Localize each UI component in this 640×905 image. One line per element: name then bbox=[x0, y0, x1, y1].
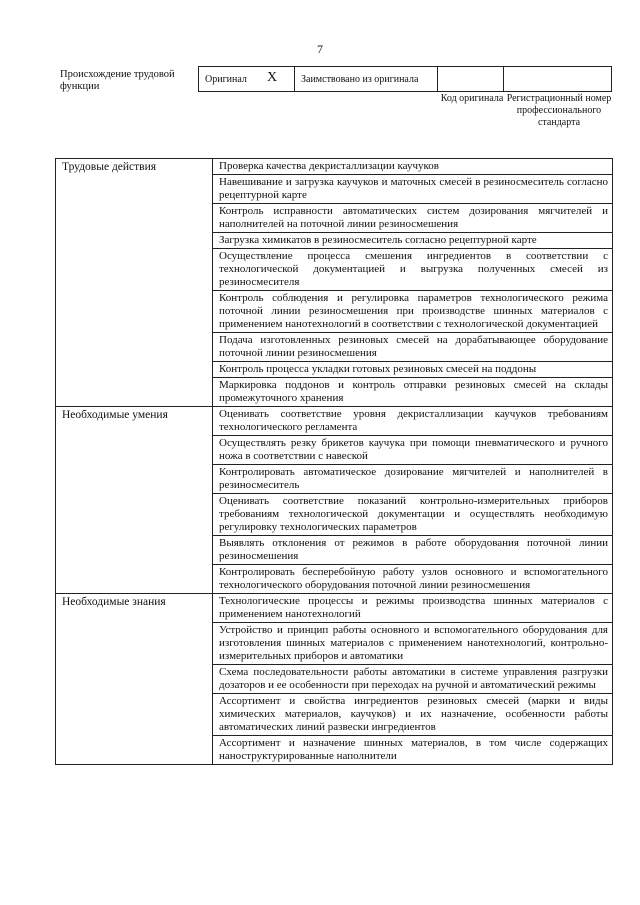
section-item: Маркировка поддонов и контроль отправки резиновых смесей на склады промежуточного хранения bbox=[213, 378, 613, 407]
reg-number-box bbox=[503, 66, 612, 92]
section-item: Оценивать соответствие уровня декристаллизации каучуков требованиям технологического регламента bbox=[213, 407, 613, 436]
section-item: Загрузка химикатов в резиносмеситель согласно рецептурной карте bbox=[213, 233, 613, 249]
section-item: Выявлять отклонения от режимов в работе оборудования поточной линии резиносмешения bbox=[213, 536, 613, 565]
section-item: Технологические процессы и режимы производства шинных материалов с применением нанотехнологий bbox=[213, 594, 613, 623]
section-item: Ассортимент и свойства ингредиентов резиновых смесей (марки и виды химических материалов, каучуков) и их назначение, особенности работы автоматических линий развески ингредиентов bbox=[213, 694, 613, 736]
section-title: Трудовые действия bbox=[56, 159, 213, 407]
section-item: Осуществление процесса смешения ингредиентов в соответствии с технологической документацией и выгрузка полученных смесей из резиносмесителя bbox=[213, 249, 613, 291]
section-item: Контролировать бесперебойную работу узлов основного и вспомогательного технологического оборудования поточной линии резиносмешения bbox=[213, 565, 613, 594]
borrowed-label: Заимствовано из оригинала bbox=[301, 74, 419, 85]
section-item: Схема последовательности работы автоматики в системе управления разгрузки дозаторов и ее особенности при переходах на ручной и автоматический режимы bbox=[213, 665, 613, 694]
section-item: Контроль соблюдения и регулировка параметров технологического режима поточной линии резиносмешения при производстве шинных материалов с применением нанотехнологий в соответствии с технологической документацией bbox=[213, 291, 613, 333]
table-row bbox=[56, 407, 613, 436]
section-item: Ассортимент и назначение шинных материалов, в том числе содержащих наноструктурированные наполнители bbox=[213, 736, 613, 765]
code-box bbox=[437, 66, 504, 92]
section-title: Необходимые умения bbox=[56, 407, 213, 594]
borrowed-box bbox=[294, 66, 438, 92]
table-row bbox=[56, 159, 613, 175]
section-item: Устройство и принцип работы основного и вспомогательного оборудования для изготовления шинных материалов с применением нанотехнологий, контрольно-измерительных приборов и автоматики bbox=[213, 623, 613, 665]
section-item: Осуществлять резку брикетов каучука при помощи пневматического и ручного ножа в соответствии с навеской bbox=[213, 436, 613, 465]
function-table bbox=[55, 158, 613, 765]
table-row bbox=[56, 594, 613, 623]
section-title: Необходимые знания bbox=[56, 594, 213, 765]
original-box bbox=[198, 66, 295, 92]
section-item: Навешивание и загрузка каучуков и маточных смесей в резиносмеситель согласно рецептурной карте bbox=[213, 175, 613, 204]
section-item: Подача изготовленных резиновых смесей на дорабатывающее оборудование поточной линии резиносмешения bbox=[213, 333, 613, 362]
section-item: Контроль исправности автоматических систем дозирования мягчителей и наполнителей на поточной линии резиносмешения bbox=[213, 204, 613, 233]
original-mark: X bbox=[267, 70, 278, 85]
section-item: Оценивать соответствие показаний контрольно-измерительных приборов требованиям технологической документации и осуществлять необходимую регулировку технологических параметров bbox=[213, 494, 613, 536]
code-caption: Код оригинала bbox=[440, 93, 504, 104]
original-label: Оригинал bbox=[205, 74, 247, 85]
origin-label: Происхождение трудовой функции bbox=[60, 69, 175, 92]
section-item: Контролировать автоматическое дозирование мягчителей и наполнителей в резиносмеситель bbox=[213, 465, 613, 494]
section-item: Проверка качества декристаллизации каучуков bbox=[213, 159, 613, 175]
reg-number-caption: Регистрационный номер профессионального стандарта bbox=[506, 93, 612, 128]
section-item: Контроль процесса укладки готовых резиновых смесей на поддоны bbox=[213, 362, 613, 378]
page-number: 7 bbox=[317, 42, 323, 56]
